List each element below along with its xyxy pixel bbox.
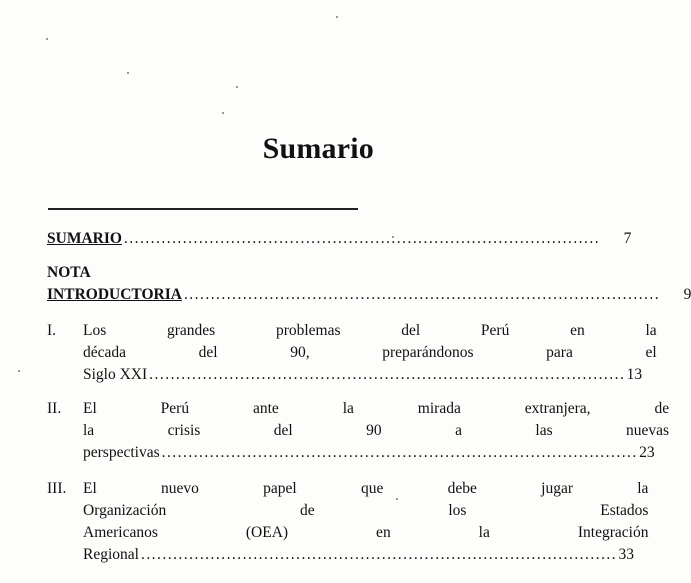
scan-speck bbox=[336, 16, 338, 18]
toc-heading-line1: NOTA bbox=[47, 264, 91, 281]
leader-dots bbox=[149, 364, 622, 386]
page-number: 33 bbox=[618, 546, 634, 563]
toc-chapter-1[interactable] bbox=[47, 320, 657, 386]
divider-rule bbox=[48, 208, 358, 210]
leader-dots bbox=[184, 284, 657, 306]
leader-dots bbox=[141, 544, 614, 566]
scan-speck bbox=[236, 86, 238, 88]
chapter-title-line: la crisis del 90 a las nuevas bbox=[83, 422, 670, 439]
chapter-title-line: Organización de los Estados bbox=[83, 502, 649, 519]
chapter-title-line: Americanos (OEA) en la Integración bbox=[83, 524, 649, 541]
chapter-title-line: El nuevo papel que debe jugar la bbox=[83, 480, 649, 497]
page-number: 23 bbox=[639, 444, 655, 461]
page-title: Sumario bbox=[262, 132, 374, 165]
toc-chapter-3[interactable] bbox=[47, 478, 649, 566]
chapter-title-line: Siglo XXI bbox=[83, 366, 148, 383]
scan-speck bbox=[46, 38, 48, 40]
scan-speck bbox=[396, 498, 398, 500]
chapter-title-line: década del 90, preparándonos para el bbox=[83, 344, 657, 361]
chapter-numeral: I. bbox=[47, 322, 57, 339]
toc-entry-sumario[interactable] bbox=[47, 228, 632, 250]
toc-entry-nota-introductoria[interactable] bbox=[47, 262, 691, 306]
leader-dots bbox=[124, 228, 597, 250]
scan-speck bbox=[392, 236, 394, 238]
scan-speck bbox=[18, 370, 20, 372]
page-number: 13 bbox=[626, 366, 643, 383]
chapter-numeral: II. bbox=[47, 400, 62, 417]
scan-speck bbox=[222, 112, 224, 114]
toc-heading-line2: INTRODUCTORIA bbox=[47, 286, 182, 303]
toc-heading: SUMARIO bbox=[47, 230, 122, 247]
page-number: 7 bbox=[623, 230, 632, 247]
scan-speck bbox=[127, 72, 129, 74]
chapter-title-line: Regional bbox=[83, 546, 139, 563]
chapter-title-line: El Perú ante la mirada extranjera, de bbox=[83, 400, 670, 417]
chapter-title-line: Los grandes problemas del Perú en la bbox=[83, 322, 657, 339]
chapter-numeral: III. bbox=[47, 480, 67, 497]
toc-chapter-2[interactable] bbox=[47, 398, 670, 464]
chapter-title-line: perspectivas bbox=[83, 444, 160, 461]
page-number: 9 bbox=[683, 286, 691, 303]
leader-dots bbox=[162, 442, 635, 464]
